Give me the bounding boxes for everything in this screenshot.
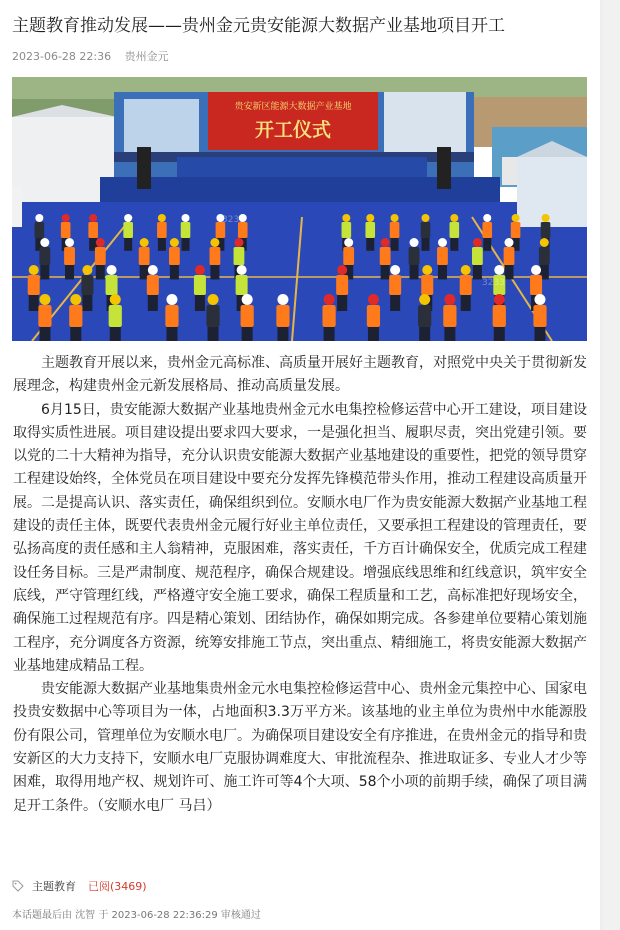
worker-figure [28,265,40,311]
worker-figure [380,238,391,279]
watermark: 3233 [482,278,505,288]
read-count: 已阅(3469) [88,880,147,893]
worker-figure [472,238,483,279]
article-body [13,352,587,818]
worker-figure [482,214,492,251]
worker-figure [322,294,335,341]
worker-figure [169,238,180,279]
worker-figure [493,294,506,341]
worker-figure [418,294,431,341]
worker-figure [209,238,220,279]
worker-figure [533,294,546,341]
worker-figure [69,294,82,341]
worker-figure [336,265,348,311]
worker-figure [95,238,106,279]
worker-figure [139,238,150,279]
worker-figure [194,265,206,311]
worker-figure [443,294,456,341]
worker-figure [276,294,289,341]
worker-figure [81,265,93,311]
worker-figure [539,238,550,279]
article-title: 主题教育推动发展——贵州金元贵安能源大数据产业基地项目开工 [12,16,505,36]
worker-figure [241,294,254,341]
worker-figure [39,238,50,279]
worker-figure [421,214,431,251]
worker-figure [147,265,159,311]
worker-figure [409,238,420,279]
worker-figure [123,214,133,251]
banner-line2: 开工仪式 [254,119,332,141]
worker-figure [181,214,191,251]
paragraph: 主题教育开展以来，贵州金元高标准、高质量开展好主题教育，对照党中央关于贯彻新发展理念，构建贵州金元新发展格局、推动高质量发展。 [13,355,587,395]
review-footer: 本话题最后由 沈智 于 2023-06-28 22:36:29 审核通过 [12,910,261,921]
worker-figure [64,238,75,279]
paragraph: 贵安能源大数据产业基地集贵州金元水电集控检修运营中心、贵州金元集控中心、国家电投贵安数据中心等项目为一体，占地面积3.3万平方米。该基地的业主单位为贵州中水能源股份有限公司，管理单位为安顺水电厂。为确保项目建设安全有序推进，在贵州金元的指导和贵安新区的大力支持下，安顺水电厂克服协调难度大、审批流程杂、推进取证多、专业人才少等困难，取得用地产权、规划许可、施工许可等4个大项、58个小项的前期手续，确保了项目满足开工条件。（安顺水电厂 马吕） [13,681,587,814]
worker-figure [165,294,178,341]
banner-line1: 贵安新区能源大数据产业基地 [234,102,352,112]
source-link[interactable]: 贵州金元 [124,50,169,63]
scrollbar[interactable] [603,0,620,930]
worker-figure [88,214,98,251]
worker-figure [367,294,380,341]
worker-figure [157,214,167,251]
worker-figure [390,214,400,251]
worker-figure [109,294,122,341]
worker-figure [389,265,401,311]
worker-figure [460,265,472,311]
worker-figure [365,214,375,251]
tag-icon [12,880,24,892]
worker-figure [437,238,448,279]
worker-figure [450,214,460,251]
publish-date: 2023-06-28 22:36 [12,50,112,63]
ceremony-photo [12,77,587,341]
worker-figure [504,238,515,279]
watermark: 3233 [222,215,245,225]
article-meta [12,48,169,64]
topic-tag-link[interactable]: 主题教育 [32,880,76,893]
tag-bar [12,878,147,894]
worker-figure [38,294,51,341]
worker-figure [206,294,219,341]
paragraph: 6月15日，贵安能源大数据产业基地贵州金元水电集控检修运营中心开工建设，项目建设取得实质性进展。项目建设提出要求四大要求，一是强化担当、履职尽责，突出党建引领。要以党的二十大精神为指导，充分认识贵安能源大数据产业基地建设的重要性，把党的领导贯穿工程建设始终，全体党员在项目建设中要充分发挥先锋模范带头作用，推动工程建设高质量开展。二是提高认识、落实责任，确保组织到位。安顺水电厂作为贵安能源大数据产业基地工程建设的责任主体，既要代表贵州金元履行好业主单位责任，又要承担工程建设的管理责任，要弘扬高度的责任感和主人翁精神，克服困难，落实责任，千方百计确保安全，优质完成工程建设任务目标。三是严肃制度、规范程序，确保合规建设。增强底线思维和红线意识，筑牢安全底线，严守管理红线，严格遵守安全施工要求，确保工程质量和工艺，高标准把好现场安全，确保施工过程规范有序。四是精心策划、团结协作，确保如期完成。各参建单位要精心策划施工程序，充分调度各方资源，统筹安排施工节点，突出重点、精细施工，将贵安能源大数据产业基地建成精品工程。 [13,401,587,674]
